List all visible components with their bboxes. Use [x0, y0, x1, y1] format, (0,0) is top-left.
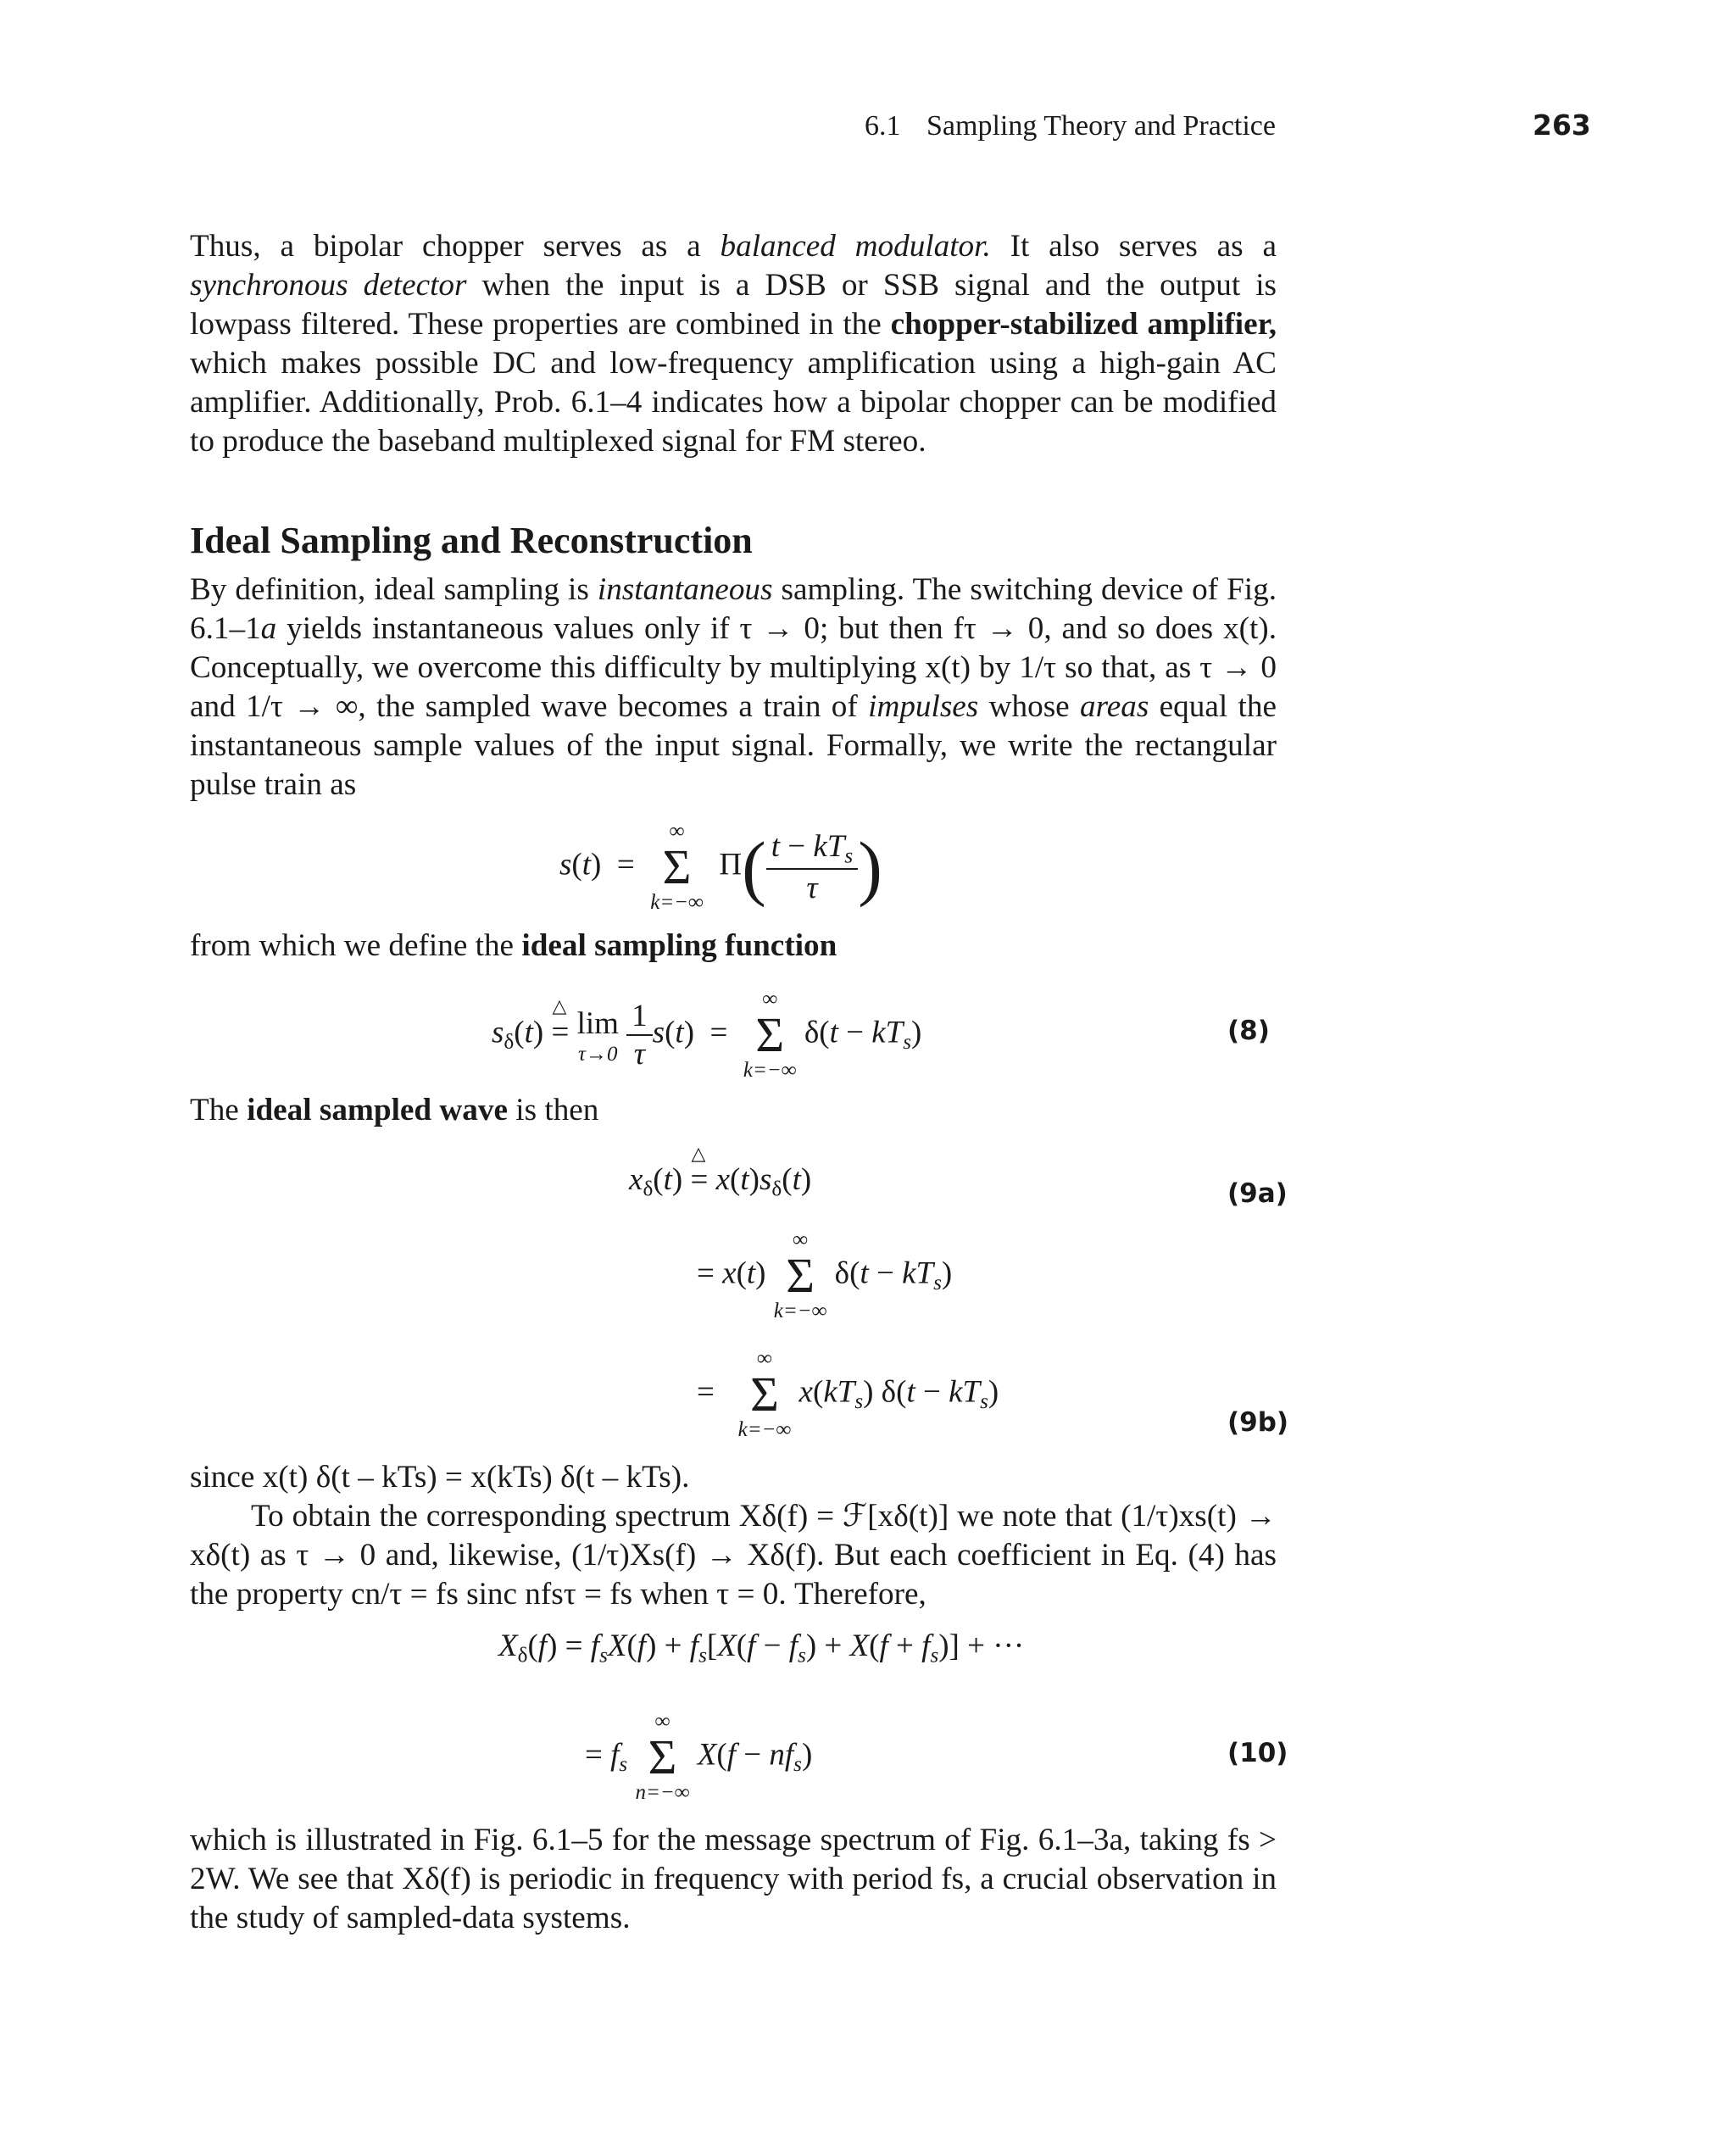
- text-run: (t). Conceptually, we overcome this difficulty by multiplying x: [190, 611, 1277, 685]
- text-run-italic: a: [260, 611, 277, 646]
- text-run-bold: chopper-stabilized amplifier,: [890, 307, 1277, 342]
- text-run: To obtain the corresponding spectrum Xδ(f) = ℱ[xδ(t)] we note that (1/τ)xs(t) → xδ(t) as τ → 0 and, likewise, (1/τ)Xs(f) → Xδ(f). But each coefficient in Eq. (4) has the property cn/τ = fs sinc nfsτ = fs when τ = 0. Therefore,: [190, 1499, 1277, 1612]
- equation-number-text: (9a): [1227, 1178, 1288, 1209]
- equation-9a: $x_\delta(t)$ = △ $x(t)s_\delta(t)$: [629, 1143, 812, 1201]
- text-run-bold: ideal sampled wave: [247, 1093, 508, 1127]
- text-run: when the input is a DSB or SSB signal and the output is lowpass filtered. These properties are combined in the: [190, 268, 1277, 342]
- section-number: 6.1: [865, 110, 901, 142]
- page-number: 263: [1533, 109, 1591, 142]
- equation-number: [1227, 1178, 1288, 1209]
- text-run: The: [190, 1093, 248, 1127]
- equation-9b: = ∞ Σ k=−∞ $x(kT_s) \delta(t - kT_s)$: [697, 1347, 999, 1441]
- text-run: By definition, ideal sampling is: [190, 572, 598, 607]
- paragraph-since: [190, 1458, 1277, 1497]
- equation-pulse-train: s(t) = ∞ Σ k=−∞ Π( $\frac{t - kT_s}{\tau}$ ): [559, 820, 882, 914]
- equation-8: $s_\delta(t)$ = △ lim τ→0 $\frac{1}{\tau}$ s(t) = ∞ Σ k=−∞ $\delta(t - kT_s)$: [492, 988, 922, 1082]
- text-run: is then: [507, 1093, 599, 1127]
- equation-10: = $f_s$ ∞ Σ n=−∞ $X(f - nf_s)$: [585, 1710, 813, 1804]
- running-head: [865, 110, 1276, 142]
- equation-number: (9b): [1227, 1407, 1289, 1438]
- text-run: which is illustrated in Fig. 6.1–5 for the message spectrum of Fig. 6.1–3a, taking fs > 2W. We see that Xδ(f) is periodic in frequency with period fs, a crucial observation in the study of sampled-data systems.: [190, 1823, 1277, 1935]
- section-title: Sampling Theory and Practice: [926, 110, 1276, 142]
- equation-number: (10): [1227, 1738, 1288, 1768]
- equation-number: (8): [1227, 1016, 1270, 1046]
- text-run: from which we define the: [190, 928, 522, 963]
- text-run: equal the instantaneous sample values of the input signal. Formally, we write the rectangular pulse train as: [190, 689, 1277, 802]
- paragraph-sampled-wave: [190, 1091, 1277, 1130]
- section-heading: Ideal Sampling and Reconstruction: [190, 520, 753, 561]
- text-run-italic: instantaneous: [597, 572, 773, 607]
- text-run-italic: impulses: [868, 689, 979, 724]
- text-run: since x(t) δ(t – kTs) = x(kTs) δ(t – kTs).: [190, 1460, 690, 1495]
- paragraph-periodic: [190, 1821, 1277, 1938]
- text-run: which makes possible DC and low-frequency amplification using a high-gain AC amplifier. Additionally, Prob. 6.1–4 indicates how a bipolar chopper can be modified to produce the baseband multiplexed signal for FM stereo.: [190, 346, 1277, 459]
- equation-9a-line2: = x(t) ∞ Σ k=−∞ $\delta(t - kT_s)$: [697, 1228, 953, 1322]
- text-run-italic: areas: [1080, 689, 1149, 724]
- text-run-italic: synchronous detector: [190, 268, 467, 303]
- text-run-italic: balanced modulator.: [720, 229, 991, 264]
- paragraph-chopper: [190, 227, 1277, 461]
- text-run: τ → 0, and so does x: [963, 611, 1239, 646]
- paragraph-spectrum: [190, 1497, 1277, 1614]
- text-run: yields instantaneous values only if τ → 0; but then f: [276, 611, 964, 646]
- paragraph-sampling-function: [190, 927, 1277, 966]
- equation-10-line1: $X_\delta(f) = f_sX(f) + f_s[X(f - f_s) + X(f + f_s)]$ + ···: [498, 1628, 1025, 1667]
- paragraph-ideal-sampling: [190, 571, 1277, 804]
- text-run: Thus, a bipolar chopper serves as a: [190, 229, 721, 264]
- text-run: (t) by 1/τ so that, as τ → 0 and 1/τ → ∞, the sampled wave becomes a train of: [190, 650, 1277, 724]
- text-run: It also serves as a: [990, 229, 1277, 264]
- text-run: sampling. The switching device of Fig. 6.1–1: [190, 572, 1277, 646]
- text-run: whose: [978, 689, 1081, 724]
- text-run-bold: ideal sampling function: [521, 928, 837, 963]
